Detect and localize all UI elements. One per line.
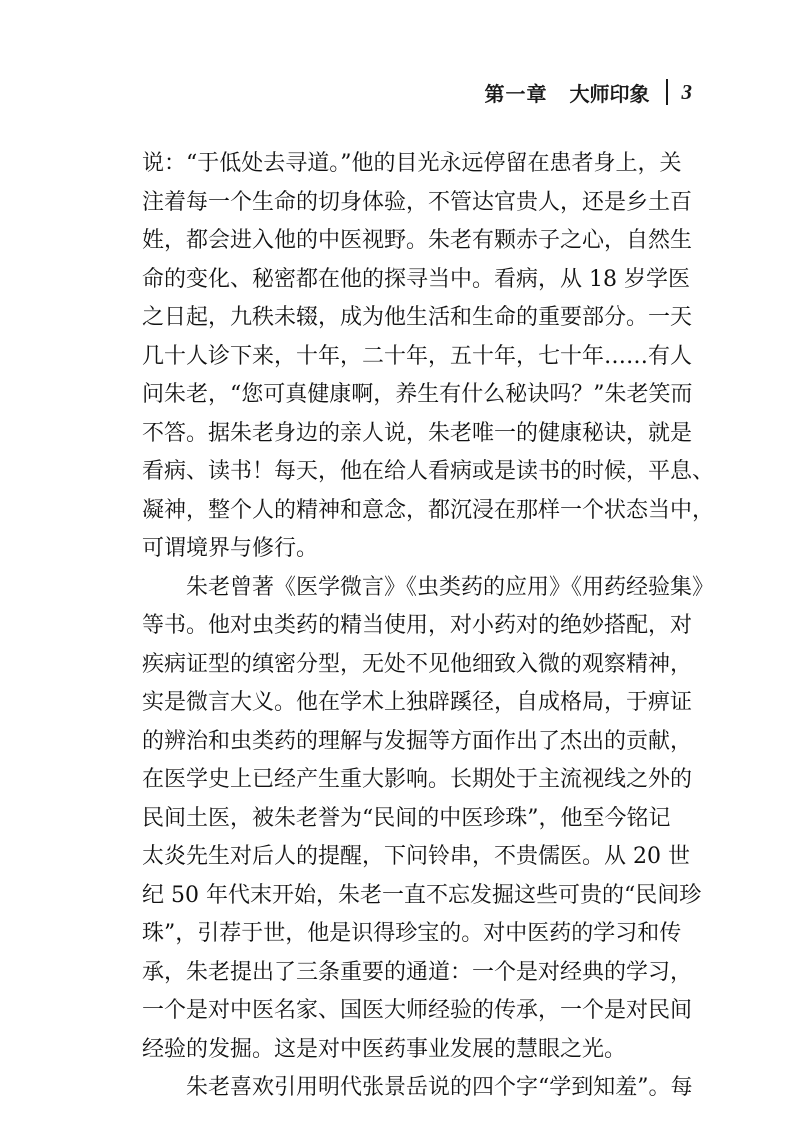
- text-line: 可谓境界与修行。: [142, 536, 319, 561]
- text-line: 命的变化、秘密都在他的探寻当中。看病，从 18 岁学医: [142, 266, 690, 292]
- page-number: 3: [681, 79, 692, 104]
- paragraph-2: [142, 569, 715, 1070]
- text-line: 说：“于低处去寻道。”他的目光永远停留在患者身上，关: [142, 151, 682, 176]
- text-line: 经验的发掘。这是对中医药事业发展的慧眼之光。: [142, 1036, 627, 1062]
- header-divider: [666, 79, 668, 105]
- text-line: 珠”，引荐于世，他是识得珍宝的。对中医药的学习和传: [142, 921, 682, 946]
- text-line: 等书。他对虫类药的精当使用，对小药对的绝妙搭配，对: [142, 613, 693, 638]
- text-line: 朱老喜欢引用明代张景岳说的四个字“学到知羞”。每: [186, 1075, 693, 1100]
- chapter-title: 大师印象: [569, 81, 650, 106]
- text-line: 问朱老，“您可真健康啊，养生有什么秘诀吗？”朱老笑而: [142, 382, 693, 407]
- text-line: 姓，都会进入他的中医视野。朱老有颗赤子之心，自然生: [142, 228, 693, 253]
- text-line: 凝神，整个人的精神和意念，都沉浸在那样一个状态当中，: [142, 497, 715, 523]
- text-line: 民间土医，被朱老誉为“民间的中医珍珠”，他至今铭记: [142, 805, 671, 831]
- text-line: 不答。据朱老身边的亲人说，朱老唯一的健康秘诀，就是: [142, 420, 693, 446]
- text-line: 疾病证型的缜密分型，无处不见他细致入微的观察精神，: [142, 651, 693, 677]
- paragraph-1: [142, 145, 715, 569]
- paragraph-3: [142, 1069, 693, 1108]
- text-line: 的辨治和虫类药的理解与发掘等方面作出了杰出的贡献，: [142, 728, 693, 754]
- text-line: 纪 50 年代末开始，朱老一直不忘发掘这些可贵的“民间珍: [142, 882, 702, 908]
- text-line: 看病、读书！每天，他在给人看病或是读书的时候，平息、: [142, 459, 715, 484]
- running-head: [485, 76, 693, 108]
- text-line: 承，朱老提出了三条重要的通道：一个是对经典的学习，: [142, 959, 693, 985]
- text-line: 一个是对中医名家、国医大师经验的传承，一个是对民间: [142, 998, 693, 1023]
- body-text: [142, 145, 715, 1108]
- text-line: 太炎先生对后人的提醒，下问铃串，不贵儒医。从 20 世: [142, 844, 690, 869]
- chapter-label: 第一章: [484, 81, 548, 106]
- text-line: 朱老曾著《医学微言》《虫类药的应用》《用药经验集》: [186, 574, 715, 600]
- text-line: 实是微言大义。他在学术上独辟蹊径，自成格局，于痹证: [142, 690, 693, 715]
- text-line: 注着每一个生命的切身体验，不管达官贵人，还是乡土百: [142, 189, 693, 215]
- text-line: 在医学史上已经产生重大影响。长期处于主流视线之外的: [142, 767, 693, 792]
- text-line: 之日起，九秩未辍，成为他生活和生命的重要部分。一天: [142, 305, 693, 330]
- text-line: 几十人诊下来，十年，二十年，五十年，七十年……有人: [142, 343, 693, 369]
